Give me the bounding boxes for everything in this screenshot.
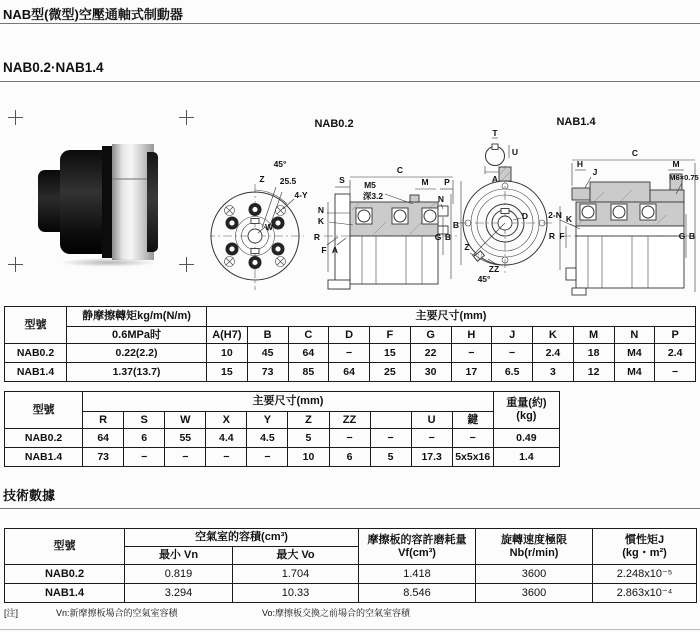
column-header-model: 型號 [5,529,125,565]
column-header: ZZ [329,412,370,429]
nab14-side-view [548,148,699,295]
table-cell: − [206,448,247,467]
wear-header-line2: Vf(cm³) [398,546,436,559]
column-header-pressure: 0.6MPa时 [67,327,207,344]
column-header: S [124,412,165,429]
photo-end-cap [147,152,158,252]
drawing-title-nab02: NAB0.2 [314,118,354,130]
table-cell: 4.5 [247,429,288,448]
column-header: H [451,327,492,344]
dim-label-g: G [678,231,686,241]
dim-label-b: B [444,232,452,242]
crop-mark-icon [179,110,194,125]
table-cell: 45 [247,344,288,363]
dim-label-a: A [331,245,339,255]
table-cell: 2.4 [655,344,696,363]
table-row [5,429,560,448]
column-header: C [288,327,329,344]
wear-header-line1: 摩擦板的容許磨耗量 [367,533,467,546]
table-cell: 55 [165,429,206,448]
column-header: A(H7) [207,327,248,344]
table-cell: 73 [247,363,288,382]
dim-label-b: B [688,231,696,241]
table-cell: 0.49 [493,429,559,448]
dim-label-b-front: B [452,220,460,230]
table-cell: 3600 [476,584,593,603]
nab02-drawing-svg [210,132,458,304]
table-cell: 64 [83,429,124,448]
column-header-dims: 主要尺寸(mm) [207,307,696,327]
table-cell: − [452,429,493,448]
column-header [370,412,411,429]
table-cell: − [124,448,165,467]
table-cell: 6.5 [492,363,533,382]
table-cell: − [655,363,696,382]
weight-header-line1: 重量(約) [506,397,547,410]
table-cell: 64 [329,363,370,382]
dim-label-4y: 4-Y [294,190,308,200]
footnote-vo: Vo:摩擦板交換之前場合的空氣室容積 [262,608,411,618]
table-cell: 8.546 [359,584,476,603]
dim-label-a: A [491,174,499,184]
table-row [5,565,697,584]
dim-label-45deg: 45° [273,159,287,169]
column-header-inertia [593,529,697,565]
column-header: Y [247,412,288,429]
column-header: W [165,412,206,429]
table-cell: 64 [288,344,329,363]
table-cell: 17 [451,363,492,382]
table-cell: − [329,429,370,448]
nab02-side-view [313,165,460,289]
drawing-nab14 [452,116,700,310]
dim-label-m5: M5 [364,180,376,190]
table-cell: M4 [614,344,655,363]
table-cell: 2.863x10⁻⁴ [593,584,697,603]
model-cell: NAB1.4 [5,448,83,467]
column-header-speed [476,529,593,565]
table-cell: 6 [124,429,165,448]
column-header: X [206,412,247,429]
table-cell: 25 [370,363,411,382]
section-heading: NAB0.2·NAB1.4 [3,60,104,75]
column-header-weight [493,392,559,429]
table-cell: 1.418 [359,565,476,584]
dim-label-s: S [339,175,345,185]
column-header-model: 型號 [5,307,67,344]
dim-label-f: F [559,231,565,241]
nab14-drawing-svg [452,130,700,310]
model-cell: NAB1.4 [5,584,125,603]
column-header-torque: 静摩擦轉矩kg/m(N/m) [67,307,207,327]
dim-label-h: H [576,159,584,169]
table-cell: 2.248x10⁻⁵ [593,565,697,584]
column-header: R [83,412,124,429]
dim-label-d: D [521,211,529,221]
column-header-vo: 最大 Vo [233,547,359,565]
table-cell: 22 [410,344,451,363]
column-header-wear [359,529,476,565]
table-cell: 1.704 [233,565,359,584]
table-cell: 1.4 [493,448,559,467]
dimension-table-2 [4,391,560,467]
technical-data-table [4,528,697,603]
dim-label-k: K [565,214,573,224]
table-cell: − [329,344,370,363]
dim-label-m: M [672,159,680,169]
table-row [5,584,697,603]
table-cell: 5 [370,448,411,467]
dim-label-p: P [444,177,450,187]
column-header: F [370,327,411,344]
dim-label-m6: M6×0.75 [669,173,699,182]
dim-label-z: Z [259,174,265,184]
product-photo [8,110,194,282]
dim-label-depth: 深3.2 [362,191,384,201]
dim-label-c: C [396,165,404,175]
dimension-table-1 [4,306,696,382]
table-row [5,344,696,363]
dim-label-c: C [631,148,639,158]
column-header: U [411,412,452,429]
dim-label-j: J [592,167,598,177]
crop-mark-icon [179,257,194,272]
table-cell: 17.3 [411,448,452,467]
table-cell: 1.37(13.7) [67,363,207,382]
table-cell: 12 [573,363,614,382]
table-cell: − [247,448,288,467]
table-row [5,363,696,382]
table-row [5,448,560,467]
speed-header-line1: 旋轉速度極限 [501,533,568,546]
table-cell: M4 [614,363,655,382]
dim-label-g: G [434,232,442,242]
dim-label-r: R [548,231,556,241]
model-cell: NAB0.2 [5,344,67,363]
column-header: Z [288,412,329,429]
table-cell: 10 [288,448,329,467]
crop-mark-icon [8,257,23,272]
model-cell: NAB0.2 [5,429,83,448]
column-header: B [247,327,288,344]
table-cell: 73 [83,448,124,467]
crop-mark-icon [8,110,23,125]
dim-label-w: W [264,222,274,232]
table-cell: 3600 [476,565,593,584]
bottom-rule [0,629,700,630]
nab02-front-view [210,159,308,290]
dim-label-zz: ZZ [488,264,500,274]
column-header-dims: 主要尺寸(mm) [83,392,494,412]
dim-label-n-right: N [437,194,445,204]
column-header-model: 型號 [5,392,83,429]
dim-label-r: R [313,232,321,242]
column-header: D [329,327,370,344]
column-header: P [655,327,696,344]
model-cell: NAB1.4 [5,363,67,382]
inertia-header-line2: (kg・m²) [622,546,667,559]
table-cell: 5x5x16 [452,448,493,467]
table-cell: 0.819 [125,565,233,584]
table-cell: 5 [288,429,329,448]
weight-header-line2: (kg) [516,410,537,422]
footnote-vn: Vn:新摩擦板場合的空氣室容積 [56,608,178,618]
column-header: M [573,327,614,344]
table-cell: 10.33 [233,584,359,603]
column-header: 鍵 [452,412,493,429]
tech-rule [0,508,700,509]
table-cell: − [451,344,492,363]
table-cell: 18 [573,344,614,363]
table-cell: 6 [329,448,370,467]
dim-label-u: U [511,147,519,157]
table-cell: 2.4 [533,344,574,363]
table-cell: 85 [288,363,329,382]
photo-shadow [60,258,156,267]
table-cell: 4.4 [206,429,247,448]
column-header: G [410,327,451,344]
column-header: N [614,327,655,344]
dim-label-n-left: N [317,205,325,215]
table-cell: 3.294 [125,584,233,603]
dim-label-z: Z [464,242,470,252]
model-cell: NAB0.2 [5,565,125,584]
page-title: NAB型(微型)空壓通軸式制動器 [3,7,183,22]
dim-label-f: F [321,245,327,255]
dim-label-2n: 2-N [548,210,562,220]
speed-header-line2: Nb(r/min) [509,546,559,559]
column-header: K [533,327,574,344]
tech-data-heading: 技術數據 [3,488,56,503]
table-cell: − [492,344,533,363]
table-cell: 15 [370,344,411,363]
column-header-vn: 最小 Vn [125,547,233,565]
drawing-title-nab14: NAB1.4 [556,116,596,128]
dim-label-25-5: 25.5 [279,176,297,186]
dim-label-m: M [421,177,429,187]
table-cell: − [370,429,411,448]
drawing-nab02 [210,118,458,304]
column-header-volume: 空氣室的容積(cm³) [125,529,359,547]
table-cell: 30 [410,363,451,382]
column-header: J [492,327,533,344]
table-cell: − [165,448,206,467]
table-cell: 3 [533,363,574,382]
dim-label-k: K [317,216,325,226]
table-cell: 15 [207,363,248,382]
footnote-tag: [注] [4,608,19,618]
nab14-front-view [453,167,552,284]
dim-label-45deg: 45° [477,274,491,284]
table-cell: 0.22(2.2) [67,344,207,363]
dim-label-t: T [492,130,498,138]
title-rule [0,23,700,24]
inertia-header-line1: 慣性矩J [624,533,665,546]
table-cell: 10 [207,344,248,363]
table-cell: − [411,429,452,448]
section-rule [0,81,700,82]
